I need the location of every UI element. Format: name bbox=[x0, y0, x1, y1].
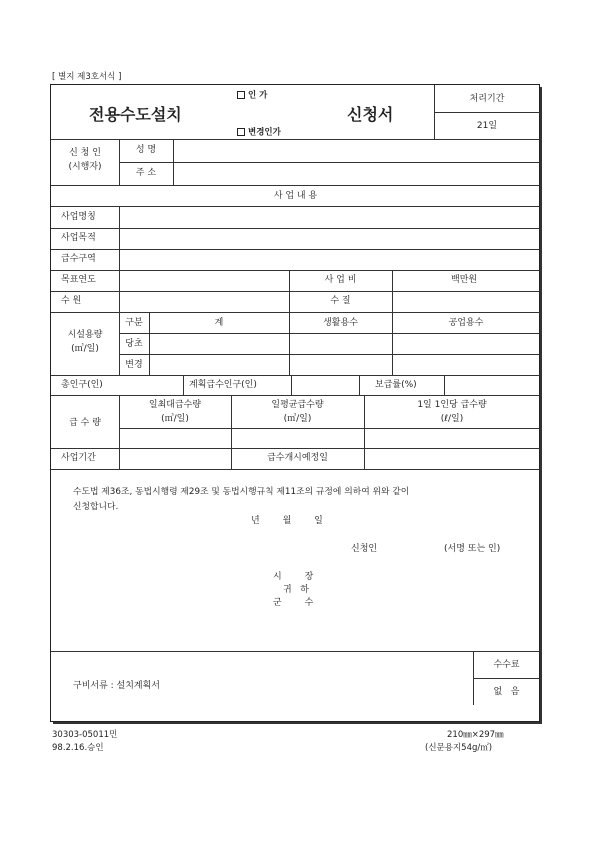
approval-checkbox[interactable] bbox=[237, 91, 245, 99]
processing-period-label: 처리기간 bbox=[469, 94, 505, 104]
row-change: 변경 bbox=[125, 360, 143, 370]
supply-amount-label: 급 수 량 bbox=[69, 418, 101, 428]
divider bbox=[291, 375, 292, 395]
name-field[interactable] bbox=[174, 140, 539, 161]
name-label: 성 명 bbox=[135, 145, 157, 155]
business-section-title: 사 업 내 용 bbox=[273, 191, 318, 201]
capacity-label: 시설용량 bbox=[67, 330, 103, 340]
divider bbox=[51, 651, 540, 652]
divider bbox=[444, 375, 445, 395]
divider bbox=[51, 291, 540, 292]
address-field[interactable] bbox=[174, 163, 539, 184]
shadow-right bbox=[540, 87, 542, 724]
divider bbox=[119, 333, 540, 334]
divider bbox=[434, 112, 540, 113]
divider bbox=[359, 375, 360, 395]
title-left: 전용수도설치 bbox=[89, 105, 182, 124]
water-quality-label: 수 질 bbox=[330, 296, 351, 306]
form-number-note: [ 별지 제3호서식 ] bbox=[52, 72, 122, 82]
processing-period-value: 21일 bbox=[476, 121, 498, 131]
business-period-label: 사업기간 bbox=[61, 453, 96, 463]
declaration-date: 년 월 일 bbox=[251, 516, 323, 526]
divider bbox=[51, 395, 540, 396]
supply-rate-label: 보급률(%) bbox=[375, 380, 417, 390]
divider bbox=[119, 354, 540, 355]
divider bbox=[183, 375, 184, 395]
business-name-field[interactable] bbox=[120, 207, 539, 227]
col-division: 구분 bbox=[125, 318, 143, 328]
declaration-text-2: 신청합니다. bbox=[73, 502, 119, 512]
divider bbox=[119, 428, 540, 429]
applicant-label: 신 청 인 bbox=[69, 148, 101, 158]
max-daily-supply-unit: (㎥/일) bbox=[161, 414, 189, 424]
business-purpose-field[interactable] bbox=[120, 229, 539, 249]
divider bbox=[364, 448, 365, 469]
divider bbox=[473, 678, 540, 679]
approval-date: 98.2.16.승인 bbox=[52, 743, 104, 753]
option-approval-label: 인 가 bbox=[248, 90, 268, 101]
divider bbox=[51, 270, 540, 271]
per-capita-supply-label: 1일 1인당 급수량 bbox=[417, 400, 487, 410]
application-form bbox=[50, 84, 540, 722]
supply-area-label: 급수구역 bbox=[61, 254, 96, 264]
divider bbox=[51, 185, 540, 186]
option-approval bbox=[237, 91, 267, 100]
business-cost-label: 사 업 비 bbox=[324, 275, 357, 285]
change-checkbox[interactable] bbox=[237, 128, 245, 136]
recipient-honorific: 귀 하 bbox=[283, 585, 309, 595]
form-code: 30303-05011민 bbox=[52, 730, 118, 740]
row-original: 당초 bbox=[125, 339, 143, 349]
declaration-text: 수도법 제36조, 동법시행령 제29조 및 동법시행규칙 제11조의 규정에 의하여 위와 같이 bbox=[73, 487, 410, 497]
supply-area-field[interactable] bbox=[120, 250, 539, 270]
divider bbox=[51, 312, 540, 313]
supply-start-date-label: 급수개시예정일 bbox=[267, 453, 328, 463]
shadow-bottom bbox=[53, 722, 542, 724]
divider bbox=[119, 448, 120, 469]
business-purpose-label: 사업목적 bbox=[61, 233, 96, 243]
col-living-water: 생활용수 bbox=[323, 318, 358, 328]
option-change bbox=[237, 128, 281, 137]
target-year-label: 목표연도 bbox=[61, 275, 96, 285]
applicant-sublabel: (시행자) bbox=[68, 162, 102, 172]
col-industrial-water: 공업용수 bbox=[448, 318, 484, 328]
water-source-label: 수 원 bbox=[61, 296, 82, 306]
business-cost-unit: 백만원 bbox=[451, 275, 478, 285]
capacity-unit: (㎥/일) bbox=[71, 344, 99, 354]
business-name-label: 사업명칭 bbox=[61, 212, 96, 222]
paper-type: (신문용지54g/㎡) bbox=[425, 743, 493, 753]
declaration-applicant: 신청인 bbox=[351, 544, 378, 554]
fee-value: 없 음 bbox=[493, 687, 520, 697]
avg-daily-supply-label: 일평균급수량 bbox=[271, 400, 324, 410]
divider bbox=[51, 448, 540, 449]
address-label: 주 소 bbox=[135, 168, 157, 178]
max-daily-supply-label: 일최대급수량 bbox=[148, 400, 202, 410]
col-total: 계 bbox=[214, 318, 224, 328]
option-change-label: 변경인가 bbox=[248, 127, 281, 138]
title-right: 신청서 bbox=[347, 105, 394, 124]
recipient-county-head: 군 수 bbox=[273, 598, 314, 608]
planned-population-label: 계획급수인구(인) bbox=[189, 380, 257, 390]
recipient-mayor: 시 장 bbox=[273, 572, 314, 582]
total-population-label: 총인구(인) bbox=[61, 380, 103, 390]
required-documents: 구비서류 : 설치계획서 bbox=[73, 681, 161, 691]
signature-label: (서명 또는 인) bbox=[444, 544, 501, 554]
divider bbox=[51, 375, 540, 376]
fee-label: 수수료 bbox=[493, 660, 520, 670]
avg-daily-supply-unit: (㎥/일) bbox=[283, 414, 312, 424]
paper-size: 210㎜×297㎜ bbox=[447, 730, 504, 740]
per-capita-supply-unit: (ℓ/일) bbox=[440, 414, 464, 424]
divider bbox=[51, 469, 540, 470]
